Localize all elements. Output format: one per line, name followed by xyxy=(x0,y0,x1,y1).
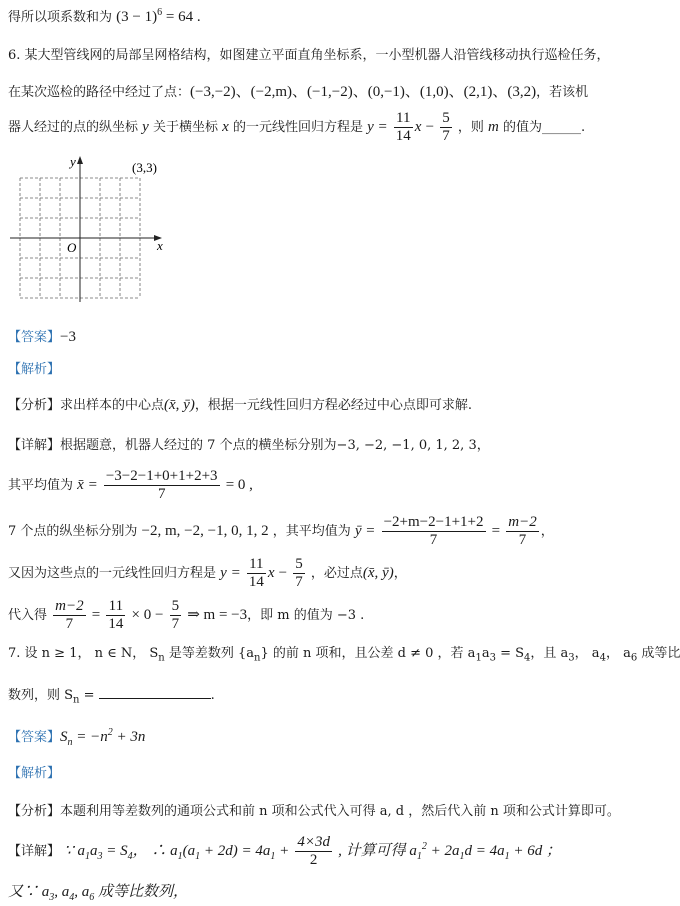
detail-expr xyxy=(64,843,290,862)
text: ，根据一元线性回归方程必经过中心点即可求解. xyxy=(194,398,472,413)
sub: 4 xyxy=(599,652,606,664)
analysis-label: 【分析】 xyxy=(8,398,61,413)
text: 成等比 xyxy=(637,646,680,661)
minus: − xyxy=(278,565,288,581)
parse-label-2: 【解析】 xyxy=(8,766,61,781)
num: m−2 xyxy=(55,598,84,614)
sub-frac-3 xyxy=(170,598,182,633)
text: } 的前 n 项和，且公差 d ≠ 0 ，若 a xyxy=(260,646,476,661)
text: ， a xyxy=(574,646,600,661)
var-x: x xyxy=(414,119,422,135)
q6-line-2 xyxy=(8,80,588,101)
text: . xyxy=(210,688,215,703)
sub: n xyxy=(254,652,261,664)
text: 代入得 xyxy=(8,608,48,623)
t: (a xyxy=(182,843,196,859)
num: −3−2−1+0+1+2+3 xyxy=(105,468,218,484)
sub: 4 xyxy=(69,892,75,903)
sub: n xyxy=(158,652,165,664)
num: 5 xyxy=(442,110,450,126)
point-label: (3,3) xyxy=(132,160,157,175)
var-m: m xyxy=(487,119,499,135)
frac-5-7 xyxy=(293,556,305,591)
analysis-2 xyxy=(8,800,620,819)
y-coords: −2, m, −2, −1, 0, 1, 2 xyxy=(141,523,269,539)
num: 5 xyxy=(171,598,180,614)
parse-label-1: 【解析】 xyxy=(8,362,61,377)
text: 求出样本的中心点 xyxy=(60,398,165,413)
t: 成等比数列， xyxy=(94,884,189,900)
axis-x-label: x xyxy=(157,238,163,253)
points: (−3,−2)、(−2,m)、(−1,−2)、(0,−1)、(1,0)、(2,1)、(3,2) xyxy=(190,84,537,100)
mean-x-frac xyxy=(104,468,220,503)
text: = S xyxy=(495,646,525,661)
sub: 4 xyxy=(524,652,531,664)
axis-y-label: y xyxy=(70,154,76,169)
q6-line-3 xyxy=(8,110,585,145)
den: 7 xyxy=(518,532,527,548)
answer-label: 【答案】 xyxy=(8,730,61,745)
t: + xyxy=(275,843,290,859)
detail-2 xyxy=(8,834,561,869)
expr xyxy=(116,9,200,25)
eq: = xyxy=(91,607,101,623)
mean-x-result: = 0 , xyxy=(225,477,253,493)
last-expr xyxy=(8,884,189,903)
t: + 6d ； xyxy=(509,843,562,859)
sub: n xyxy=(67,737,73,748)
text: ， xyxy=(393,566,407,581)
den: 14 xyxy=(395,128,411,144)
text: 7. 设 n ≥ 1， n ∈ N， S xyxy=(8,646,159,661)
den: 7 xyxy=(171,616,180,632)
mean-y-frac-2 xyxy=(506,514,538,549)
mean-y-lhs: ȳ = xyxy=(354,523,376,539)
answer-value: −3 xyxy=(60,329,76,345)
expr-exp: 6 xyxy=(157,7,163,18)
t: + 2a xyxy=(426,843,460,859)
var-x: x xyxy=(222,119,229,135)
den: 2 xyxy=(309,852,318,868)
text: 得所以项系数和为 xyxy=(8,10,113,25)
t: , 计算可得 a xyxy=(338,843,417,859)
num: −2+m−2−1+1+2 xyxy=(383,514,484,530)
mean-x-line xyxy=(8,468,253,503)
sub: 3 xyxy=(97,851,103,862)
mean-y-line xyxy=(8,514,554,549)
text: 数列，则 S xyxy=(8,688,74,703)
text: ，其平均值为 xyxy=(272,524,351,539)
frac-11-14 xyxy=(247,556,266,591)
den: 7 xyxy=(65,616,74,632)
text: = −n xyxy=(72,729,108,745)
num: 5 xyxy=(295,556,303,572)
num: 4×3d xyxy=(297,834,330,850)
detail-label: 【详解】 xyxy=(8,438,61,453)
den: 7 xyxy=(157,486,166,502)
text: ，且 a xyxy=(530,646,569,661)
sub: 1 xyxy=(195,851,201,862)
var-x: x xyxy=(267,565,275,581)
answer-1 xyxy=(8,326,76,346)
text: ， xyxy=(540,524,554,539)
detail-label: 【详解】 xyxy=(8,844,61,859)
text: 器人经过的点的纵坐标 xyxy=(8,120,139,135)
t: , a xyxy=(54,884,70,900)
sup: 2 xyxy=(107,727,113,738)
sub: 3 xyxy=(49,892,55,903)
sub-frac-2 xyxy=(106,598,125,633)
eq-lhs: y = xyxy=(220,565,241,581)
sub: 1 xyxy=(504,851,510,862)
analysis-label: 【分析】 xyxy=(8,804,61,819)
sub: 1 xyxy=(459,851,465,862)
answer-2 xyxy=(8,726,145,748)
den: 14 xyxy=(248,574,264,590)
detail-frac xyxy=(295,834,332,869)
center-point: (x̄, ȳ) xyxy=(362,565,394,581)
answer-label: 【答案】 xyxy=(8,330,61,345)
eq: = xyxy=(491,523,501,539)
expr-base: (3 − 1) xyxy=(116,9,158,25)
text: + 3n xyxy=(112,729,146,745)
text: ，则 xyxy=(457,120,484,135)
t: 又∵ a xyxy=(8,884,50,900)
origin-label: O xyxy=(67,240,77,255)
t: + 2d) = 4a xyxy=(200,843,271,859)
text: a xyxy=(481,646,490,661)
y-axis-arrow xyxy=(77,156,83,164)
sub: 3 xyxy=(568,652,575,664)
substitute-line xyxy=(8,598,364,633)
text: 的值为______. xyxy=(502,120,586,135)
text: ， a xyxy=(605,646,631,661)
sub-tail: × 0 − xyxy=(131,607,164,623)
text: 7 个点的纵坐标分别为 xyxy=(8,524,138,539)
analysis-1 xyxy=(8,394,472,414)
sub: 6 xyxy=(630,652,638,664)
text: ，若该机 xyxy=(536,85,589,100)
sub: 1 xyxy=(475,652,482,664)
text: 又因为这些点的一元线性回归方程是 xyxy=(8,566,217,581)
answer-value xyxy=(60,727,146,748)
s: S xyxy=(60,729,68,745)
sub: 1 xyxy=(177,851,183,862)
t: ， ∴ a xyxy=(132,843,178,859)
text: = xyxy=(79,688,99,703)
sub: 6 xyxy=(89,892,95,903)
sub: 1 xyxy=(270,851,276,862)
num: 11 xyxy=(247,556,266,574)
sub: 1 xyxy=(416,851,422,862)
frac-11-14 xyxy=(394,110,413,145)
grid-figure xyxy=(6,152,176,304)
q7-line-1 xyxy=(8,642,680,664)
t: , a xyxy=(74,884,90,900)
t: = S xyxy=(102,843,128,859)
den: 14 xyxy=(108,616,124,632)
text: 其平均值为 xyxy=(8,478,74,493)
sub: 3 xyxy=(489,652,496,664)
text: 的一元线性回归方程是 xyxy=(232,120,363,135)
text: 是等差数列 {a xyxy=(164,646,255,661)
text: 关于横坐标 xyxy=(152,120,218,135)
t: ∵ a xyxy=(64,843,85,859)
q6-line-1: 6. 某大型管线网的局部呈网格结构，如图建立平面直角坐标系，一小型机器人沿管线移动执行巡检任务， xyxy=(8,48,610,63)
frac-5-7 xyxy=(440,110,452,145)
sub: 4 xyxy=(127,851,133,862)
detail-expr-2 xyxy=(338,841,562,862)
mean-x-lhs: x̄ = xyxy=(77,477,98,493)
sub: 1 xyxy=(84,851,90,862)
sub-frac-1 xyxy=(53,598,85,633)
mean-y-frac xyxy=(382,514,486,549)
minus: − xyxy=(425,119,435,135)
text: 本题利用等差数列的通项公式和前 n 项和公式代入可得 a, d ，然后代入前 n 项和公式计算即可。 xyxy=(60,804,620,819)
expr-result: = 64 . xyxy=(162,9,201,25)
answer-blank[interactable] xyxy=(99,684,211,699)
also-line xyxy=(8,556,407,591)
t: a xyxy=(89,843,98,859)
line-1 xyxy=(8,6,201,26)
last-line xyxy=(8,880,188,903)
den: 7 xyxy=(295,574,303,590)
num: 11 xyxy=(106,598,125,616)
implies: ⇒ m = −3 xyxy=(187,607,248,623)
detail-1 xyxy=(8,434,490,453)
num: m−2 xyxy=(508,514,537,530)
t: d = 4a xyxy=(464,843,505,859)
sub: n xyxy=(73,694,80,706)
var-y: y xyxy=(142,119,149,135)
den: 7 xyxy=(429,532,438,548)
num: 11 xyxy=(394,110,413,128)
text: ，必过点 xyxy=(310,566,363,581)
q7-line-2 xyxy=(8,684,215,706)
eq-lhs: y = xyxy=(367,119,388,135)
text: 在某次巡检的路径中经过了点： xyxy=(8,85,191,100)
den: 7 xyxy=(442,128,450,144)
sup: 2 xyxy=(421,841,427,852)
text: 根据题意，机器人经过的 7 个点的横坐标分别为−3, −2, −1, 0, 1, 2, 3， xyxy=(60,438,490,453)
center-point: (x̄, ȳ) xyxy=(164,397,195,413)
text: ，即 m 的值为 −3 . xyxy=(247,608,365,623)
